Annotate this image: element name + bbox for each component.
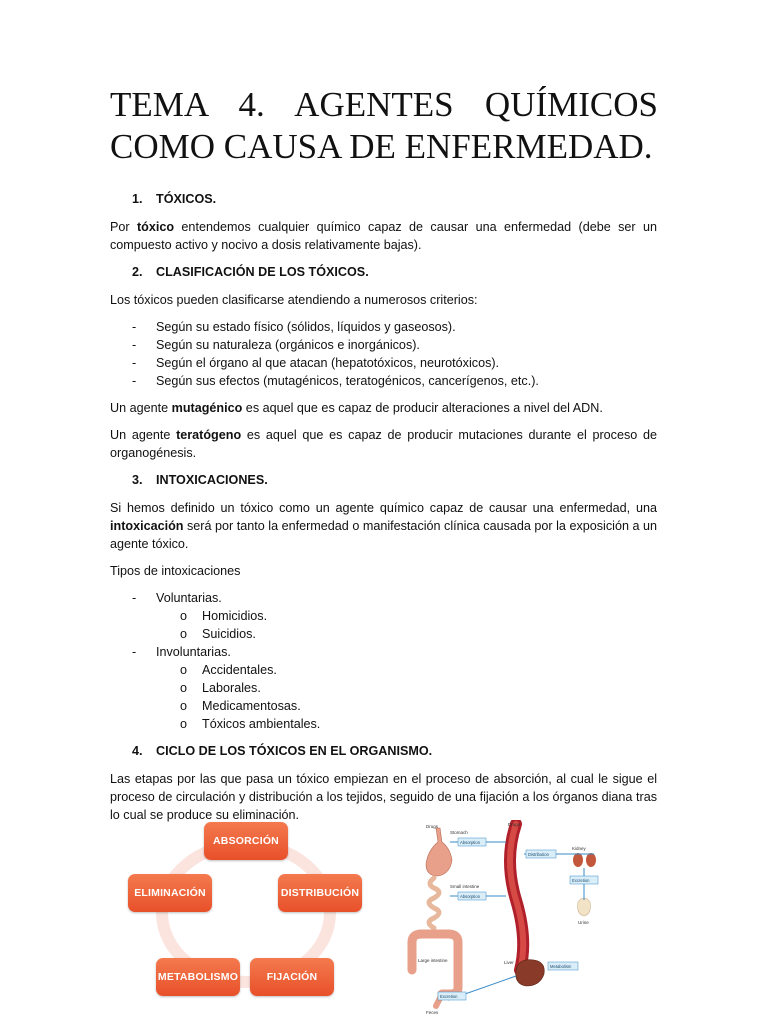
cycle-step-distribucion: DISTRIBUCIÓN <box>278 874 362 912</box>
section-title: CLASIFICACIÓN DE LOS TÓXICOS. <box>156 265 369 279</box>
toxic-cycle-diagram <box>118 818 374 1016</box>
section-heading-1 <box>110 190 657 208</box>
list-item-label: Involuntarias. <box>156 645 231 659</box>
list-item-label: Voluntarias. <box>156 591 222 605</box>
intoxication-types-list <box>110 589 657 733</box>
tag-metabolism: Metabolism <box>550 964 572 969</box>
list-item-voluntarias <box>110 589 657 643</box>
stomach-shape <box>426 828 452 876</box>
tag-excretion-renal: Excretion <box>572 878 590 883</box>
tag-excretion-fecal: Excretion <box>440 994 458 999</box>
page-title: TEMA 4. AGENTES QUÍMICOS COMO CAUSA DE ENFERMEDAD. <box>110 85 658 166</box>
label-large-intestine: Large intestine <box>418 958 448 963</box>
kidney-right-shape <box>586 853 596 867</box>
sublist-item: o Suicidios. <box>110 625 657 643</box>
list-item: - Según sus efectos (mutagénicos, teratogénicos, cancerígenos, etc.). <box>110 372 657 390</box>
cycle-step-absorcion: ABSORCIÓN <box>204 822 288 860</box>
bold-term: tóxico <box>136 220 175 234</box>
label-liver: Liver <box>504 960 514 965</box>
tag-absorption-1: Absorption <box>460 840 481 845</box>
tag-absorption-2: Absorption <box>460 894 481 899</box>
paragraph-ciclo: Las etapas por las que pasa un tóxico empiezan en el proceso de absorción, al cual le sigue el proceso de circulación y distribución a los tejidos, seguido de una fijación a los órganos diana tras lo cual se produce su eliminación. <box>110 772 657 822</box>
section-number: 2. <box>132 265 143 279</box>
bold-term: mutagénico <box>171 401 243 415</box>
text: Un agente <box>110 401 172 415</box>
label-urine: Urine <box>578 920 589 925</box>
text: es aquel que es capaz de producir mutaciones durante el proceso de organogénesis. <box>110 428 657 460</box>
document-body <box>110 190 657 833</box>
bold-term: intoxicación <box>110 519 184 533</box>
list-item: - Según el órgano al que atacan (hepatotóxicos, neurotóxicos). <box>110 354 657 372</box>
cycle-step-fijacion: FIJACIÓN <box>250 958 334 996</box>
label-drugs-right: Drugs <box>508 822 521 827</box>
tag-distribution: Distribution <box>528 852 549 857</box>
paragraph-toxico <box>110 218 657 254</box>
large-intestine-shape <box>412 934 458 994</box>
criteria-list <box>110 318 657 390</box>
label-drugs-left: Drugs <box>426 824 439 829</box>
label-stomach: Stomach <box>450 830 468 835</box>
sublist-item: o Accidentales. <box>110 661 657 679</box>
list-item: - Según su naturaleza (orgánicos e inorgánicos). <box>110 336 657 354</box>
sublist-item: o Laborales. <box>110 679 657 697</box>
sublist-item: o Tóxicos ambientales. <box>110 715 657 733</box>
sublist <box>110 661 657 733</box>
sublist-item: o Medicamentosas. <box>110 697 657 715</box>
paragraph-mutagenico <box>110 399 657 417</box>
liver-shape <box>516 960 545 986</box>
section-title: INTOXICACIONES. <box>156 473 268 487</box>
section-number: 1. <box>132 192 143 206</box>
bold-term: teratógeno <box>176 428 242 442</box>
text: Por <box>110 220 137 234</box>
list-item: - Según su estado físico (sólidos, líquidos y gaseosos). <box>110 318 657 336</box>
text: será por tanto la enfermedad o manifestación clínica causada por la exposición a un agente tóxico. <box>110 519 657 551</box>
section-number: 4. <box>132 744 143 758</box>
sublist-item: o Homicidios. <box>110 607 657 625</box>
kidney-left-shape <box>573 853 583 867</box>
list-item-involuntarias <box>110 643 657 733</box>
sublist <box>110 607 657 643</box>
paragraph-criteria-intro: Los tóxicos pueden clasificarse atendiendo a numerosos criterios: <box>110 293 478 307</box>
text: entendemos cualquier químico capaz de causar una enfermedad (debe ser un compuesto activo y nocivo a dosis relativamente bajas). <box>110 220 657 252</box>
text: Si hemos definido un tóxico como un agente químico capaz de causar una enfermedad, una <box>110 501 657 515</box>
label-kidney: Kidney <box>572 846 586 851</box>
paragraph-tipos: Tipos de intoxicaciones <box>110 564 241 578</box>
section-title: CICLO DE LOS TÓXICOS EN EL ORGANISMO. <box>156 744 433 758</box>
section-heading-3 <box>110 471 657 489</box>
small-intestine-shape <box>429 878 439 928</box>
section-heading-2 <box>110 263 657 281</box>
text: Un agente <box>110 428 177 442</box>
anatomy-illustration <box>398 820 618 1016</box>
bladder-shape <box>578 898 591 916</box>
label-feces: Feces <box>426 1010 439 1015</box>
section-number: 3. <box>132 473 143 487</box>
section-heading-4 <box>110 742 657 760</box>
section-title: TÓXICOS. <box>156 192 217 206</box>
paragraph-teratogeno <box>110 426 657 462</box>
paragraph-intoxicacion <box>110 499 657 553</box>
cycle-step-eliminacion: ELIMINACIÓN <box>128 874 212 912</box>
toxicokinetics-anatomy-figure <box>398 820 618 1016</box>
cycle-step-metabolismo: METABOLISMO <box>156 958 240 996</box>
label-small-intestine: Small intestine <box>450 884 480 889</box>
text: es aquel que es capaz de producir alteraciones a nivel del ADN. <box>242 401 603 415</box>
